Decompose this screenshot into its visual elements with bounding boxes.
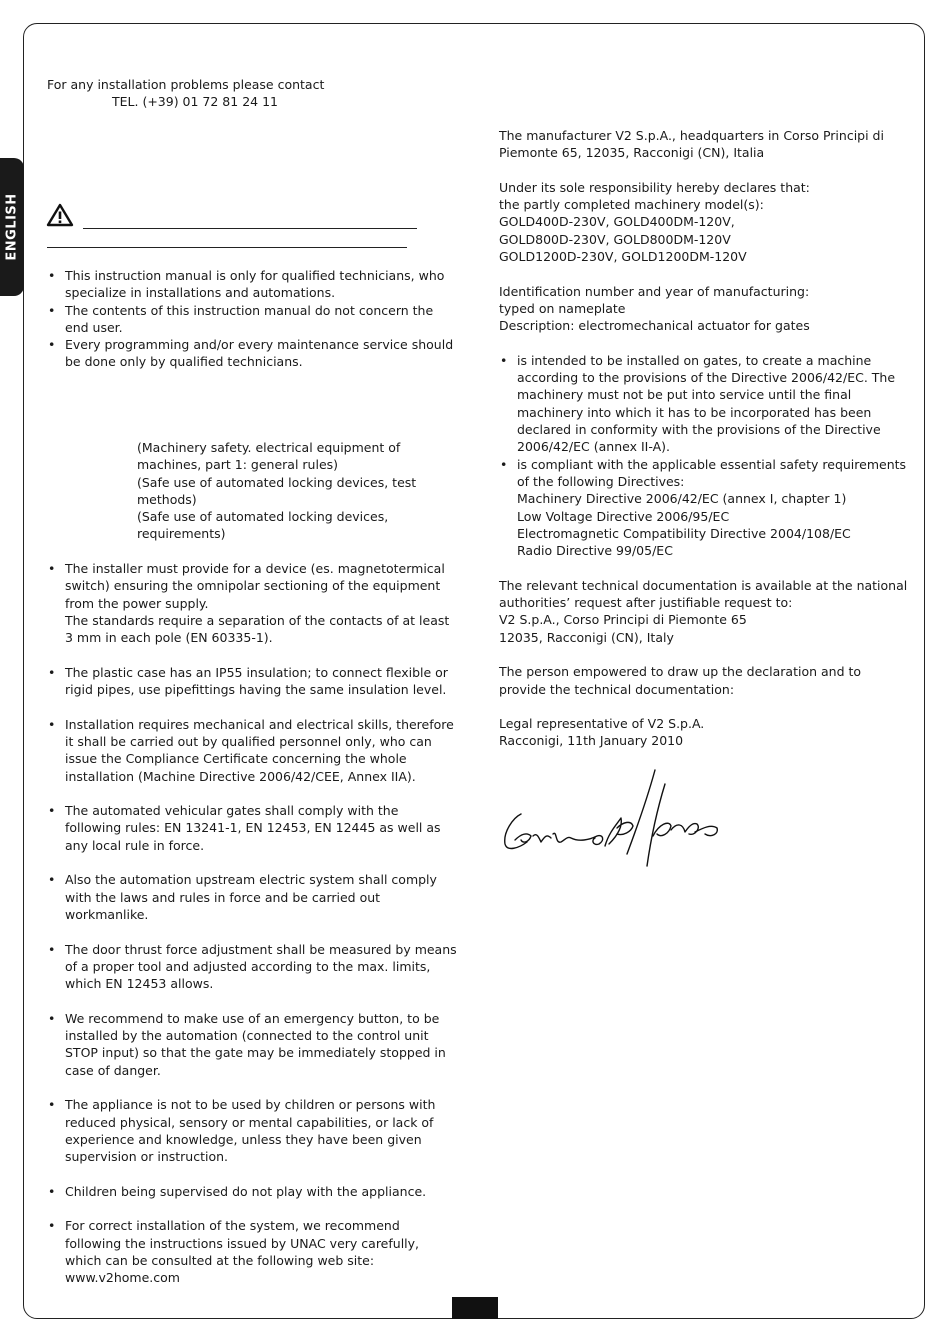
list-item: • Installation requires mechanical and electrical skills, therefore it shall be carried out by qualified personnel only, who can issue the Compliance Certificate concerning the whole installation (Machine Directive 2006/42/CEE, Annex IIA). — [47, 716, 457, 785]
declaration-line: the partly completed machinery model(s): — [499, 197, 764, 213]
directive-line: Low Voltage Directive 2006/95/EC — [517, 508, 730, 524]
identification-line: typed on nameplate — [499, 300, 626, 316]
list-item: • The door thrust force adjustment shall be measured by means of a proper tool and adjusted according to the max. limits, which EN 12453 allows. — [47, 941, 457, 993]
standard-description: (Safe use of automated locking devices, test methods) — [137, 474, 417, 507]
address-line: V2 S.p.A., Corso Principi di Piemonte 65 — [499, 612, 747, 628]
list-item — [499, 456, 909, 560]
legal-representative-line: Legal representative of V2 S.p.A. — [499, 716, 705, 732]
legal-representative-block — [499, 715, 909, 750]
website-link[interactable]: www.v2home.com — [65, 1270, 180, 1286]
contact-telephone: TEL. (+39) 01 72 81 24 11 — [112, 94, 278, 110]
contact-text: For any installation problems please contact — [47, 77, 325, 92]
signature-image — [499, 762, 729, 872]
list-item-text: • For correct installation of the system, we recommend following the instructions issued by UNAC very carefully, which can be consulted at the following web site: — [65, 1218, 420, 1268]
documentation-text: The relevant technical documentation is available at the national authorities’ request after justifiable request to: — [499, 577, 908, 611]
declaration-list — [499, 352, 909, 560]
list-item: • The plastic case has an IP55 insulation; to connect flexible or rigid pipes, use pipefittings having the same insulation level. — [47, 664, 457, 699]
declaration-models — [499, 179, 909, 265]
empowered-text: The person empowered to draw up the declaration and to provide the technical documentation: — [499, 664, 862, 697]
safety-list — [47, 267, 457, 371]
list-item-text: • The installer must provide for a device (es. magnetotermical switch) ensuring the omnipolar sectioning of the equipment from the power supply. — [65, 561, 445, 611]
standard-description: (Safe use of automated locking devices, requirements) — [137, 509, 389, 542]
list-item-note: The standards require a separation of the contacts of at least 3 mm in each pole (EN 60335-1). — [65, 612, 450, 646]
list-item: • Every programming and/or every maintenance service should be done only by qualified technicians. — [47, 336, 457, 371]
installer-list — [47, 560, 457, 1304]
heading-rule — [83, 228, 417, 229]
date-line: Racconigi, 11th January 2010 — [499, 733, 684, 749]
model-line: GOLD1200D-230V, GOLD1200DM-120V — [499, 249, 747, 265]
list-item-text: • is compliant with the applicable essential safety requirements of the following Directives: — [517, 456, 907, 489]
address-line: 12035, Racconigi (CN), Italy — [499, 629, 674, 645]
warning-triangle-icon — [46, 203, 74, 227]
model-line: GOLD800D-230V, GOLD800DM-120V — [499, 231, 731, 247]
list-item: • The automated vehicular gates shall comply with the following rules: EN 13241-1, EN 12453, EN 12445 as well as any local rule in force. — [47, 802, 457, 854]
list-item: • This instruction manual is only for qualified technicians, who specialize in installations and automations. — [47, 267, 457, 302]
declaration-line: Under its sole responsibility hereby declares that: — [499, 179, 810, 195]
list-item: • Also the automation upstream electric system shall comply with the laws and rules in force and be carried out workmanlike. — [47, 871, 457, 923]
list-item: • We recommend to make use of an emergency button, to be installed by the automation (connected to the control unit STOP input) so that the gate may be immediately stopped in case of danger. — [47, 1010, 457, 1079]
list-item: • The contents of this instruction manual do not concern the end user. — [47, 302, 457, 337]
directive-line: Electromagnetic Compatibility Directive 2004/108/EC — [517, 525, 851, 541]
contact-block — [47, 76, 447, 111]
page-number-tab — [452, 1297, 498, 1319]
identification-line: Identification number and year of manufacturing: — [499, 283, 810, 299]
description-line: Description: electromechanical actuator for gates — [499, 318, 810, 334]
declaration-column — [499, 127, 909, 767]
documentation-block — [499, 577, 909, 646]
list-item — [47, 560, 457, 646]
list-item — [47, 1217, 457, 1286]
manufacturer-text: The manufacturer V2 S.p.A., headquarters in Corso Principi di Piemonte 65, 12035, Racconigi (CN), Italia — [499, 128, 884, 161]
directive-line: Machinery Directive 2006/42/EC (annex I, chapter 1) — [517, 491, 847, 507]
model-line: GOLD400D-230V, GOLD400DM-120V, — [499, 214, 735, 230]
language-tab — [0, 158, 24, 296]
standard-description: (Machinery safety. electrical equipment of machines, part 1: general rules) — [137, 440, 401, 473]
language-tab-label: ENGLISH — [4, 193, 20, 261]
standards-list — [137, 439, 437, 543]
list-item: • Children being supervised do not play with the appliance. — [47, 1183, 457, 1200]
list-item: • The appliance is not to be used by children or persons with reduced physical, sensory or mental capabilities, or lack of experience and knowledge, unless they have been given supervision or instruction. — [47, 1096, 457, 1165]
heading-rule — [47, 247, 407, 248]
list-item: • is intended to be installed on gates, to create a machine according to the provisions of the Directive 2006/42/EC. The machinery must not be put into service until the final machinery into which it has to be incorporated has been declared in conformity with the provisions of the Directive 2006/42/EC (annex II-A). — [499, 352, 909, 456]
directive-line: Radio Directive 99/05/EC — [517, 543, 673, 559]
identification-block — [499, 283, 909, 335]
